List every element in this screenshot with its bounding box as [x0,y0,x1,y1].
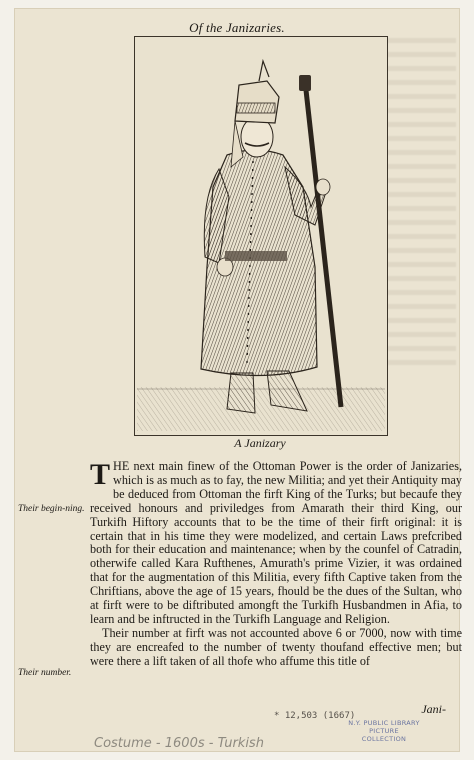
cap-band [237,103,275,113]
book-page [14,8,460,752]
handwritten-number: * 12,503 (1667) [274,711,356,721]
cap-plume [259,61,269,81]
right-hand [316,179,330,195]
drop-cap: T [90,458,111,491]
janizary-engraving [135,37,387,435]
marginal-note-number: Their number. [18,668,72,678]
body-text [90,460,462,669]
paragraph-1-text: HE next main finew of the Ottoman Power is the order of Janizaries, which is as much as to fay, the new Militia; and yet their Antiquity may be deduced from Ottoman the firft King of the Turks; but becaufe they received honours and priviledges from Amarath their third King, our Turkifh Hiftory accounts that to be the time of their firft original: it is certain that in his time they were modelized, and certain Laws prefcribed both for their education and maintenance; when by the counfel of Catradin, otherwife called Kara Rufthenes, Amurath's prime Vizier, it was ordained that for the augmentation of this Militia, every fifth Captive taken from the Chriftians, above the age of 15 years, fhould be the dues of the Sultan, who at firft were to be diftributed amongft the Turkifh Husbandmen in Afia, to learn and be inftructed in the Turkifh Language and Religion. [90,459,462,626]
stamp-line-1: N.Y. PUBLIC LIBRARY [348,719,420,727]
marginal-note-beginning: Their begin-ning. [18,504,85,514]
running-title: Of the Janizaries. [189,20,285,35]
janizary-cap [235,81,279,123]
paragraph-1 [90,460,462,627]
pencil-note: Costume - 1600s - Turkish [94,736,264,751]
catchword: Jani- [421,702,446,716]
engraving-plate [134,36,388,436]
staff-head [299,75,311,91]
plate-caption: A Janizary [234,436,286,450]
left-boot [227,373,255,413]
library-stamp [346,719,422,743]
stamp-line-2: PICTURE COLLECTION [361,727,407,743]
ground-shading [137,387,385,431]
paragraph-2: Their number at firft was not accounted above 6 or 7000, now with time they are encreafed to the number of twenty thoufand effective men; but were there a lift taken of all thofe who affume this title of [90,625,462,668]
sash [225,251,287,261]
